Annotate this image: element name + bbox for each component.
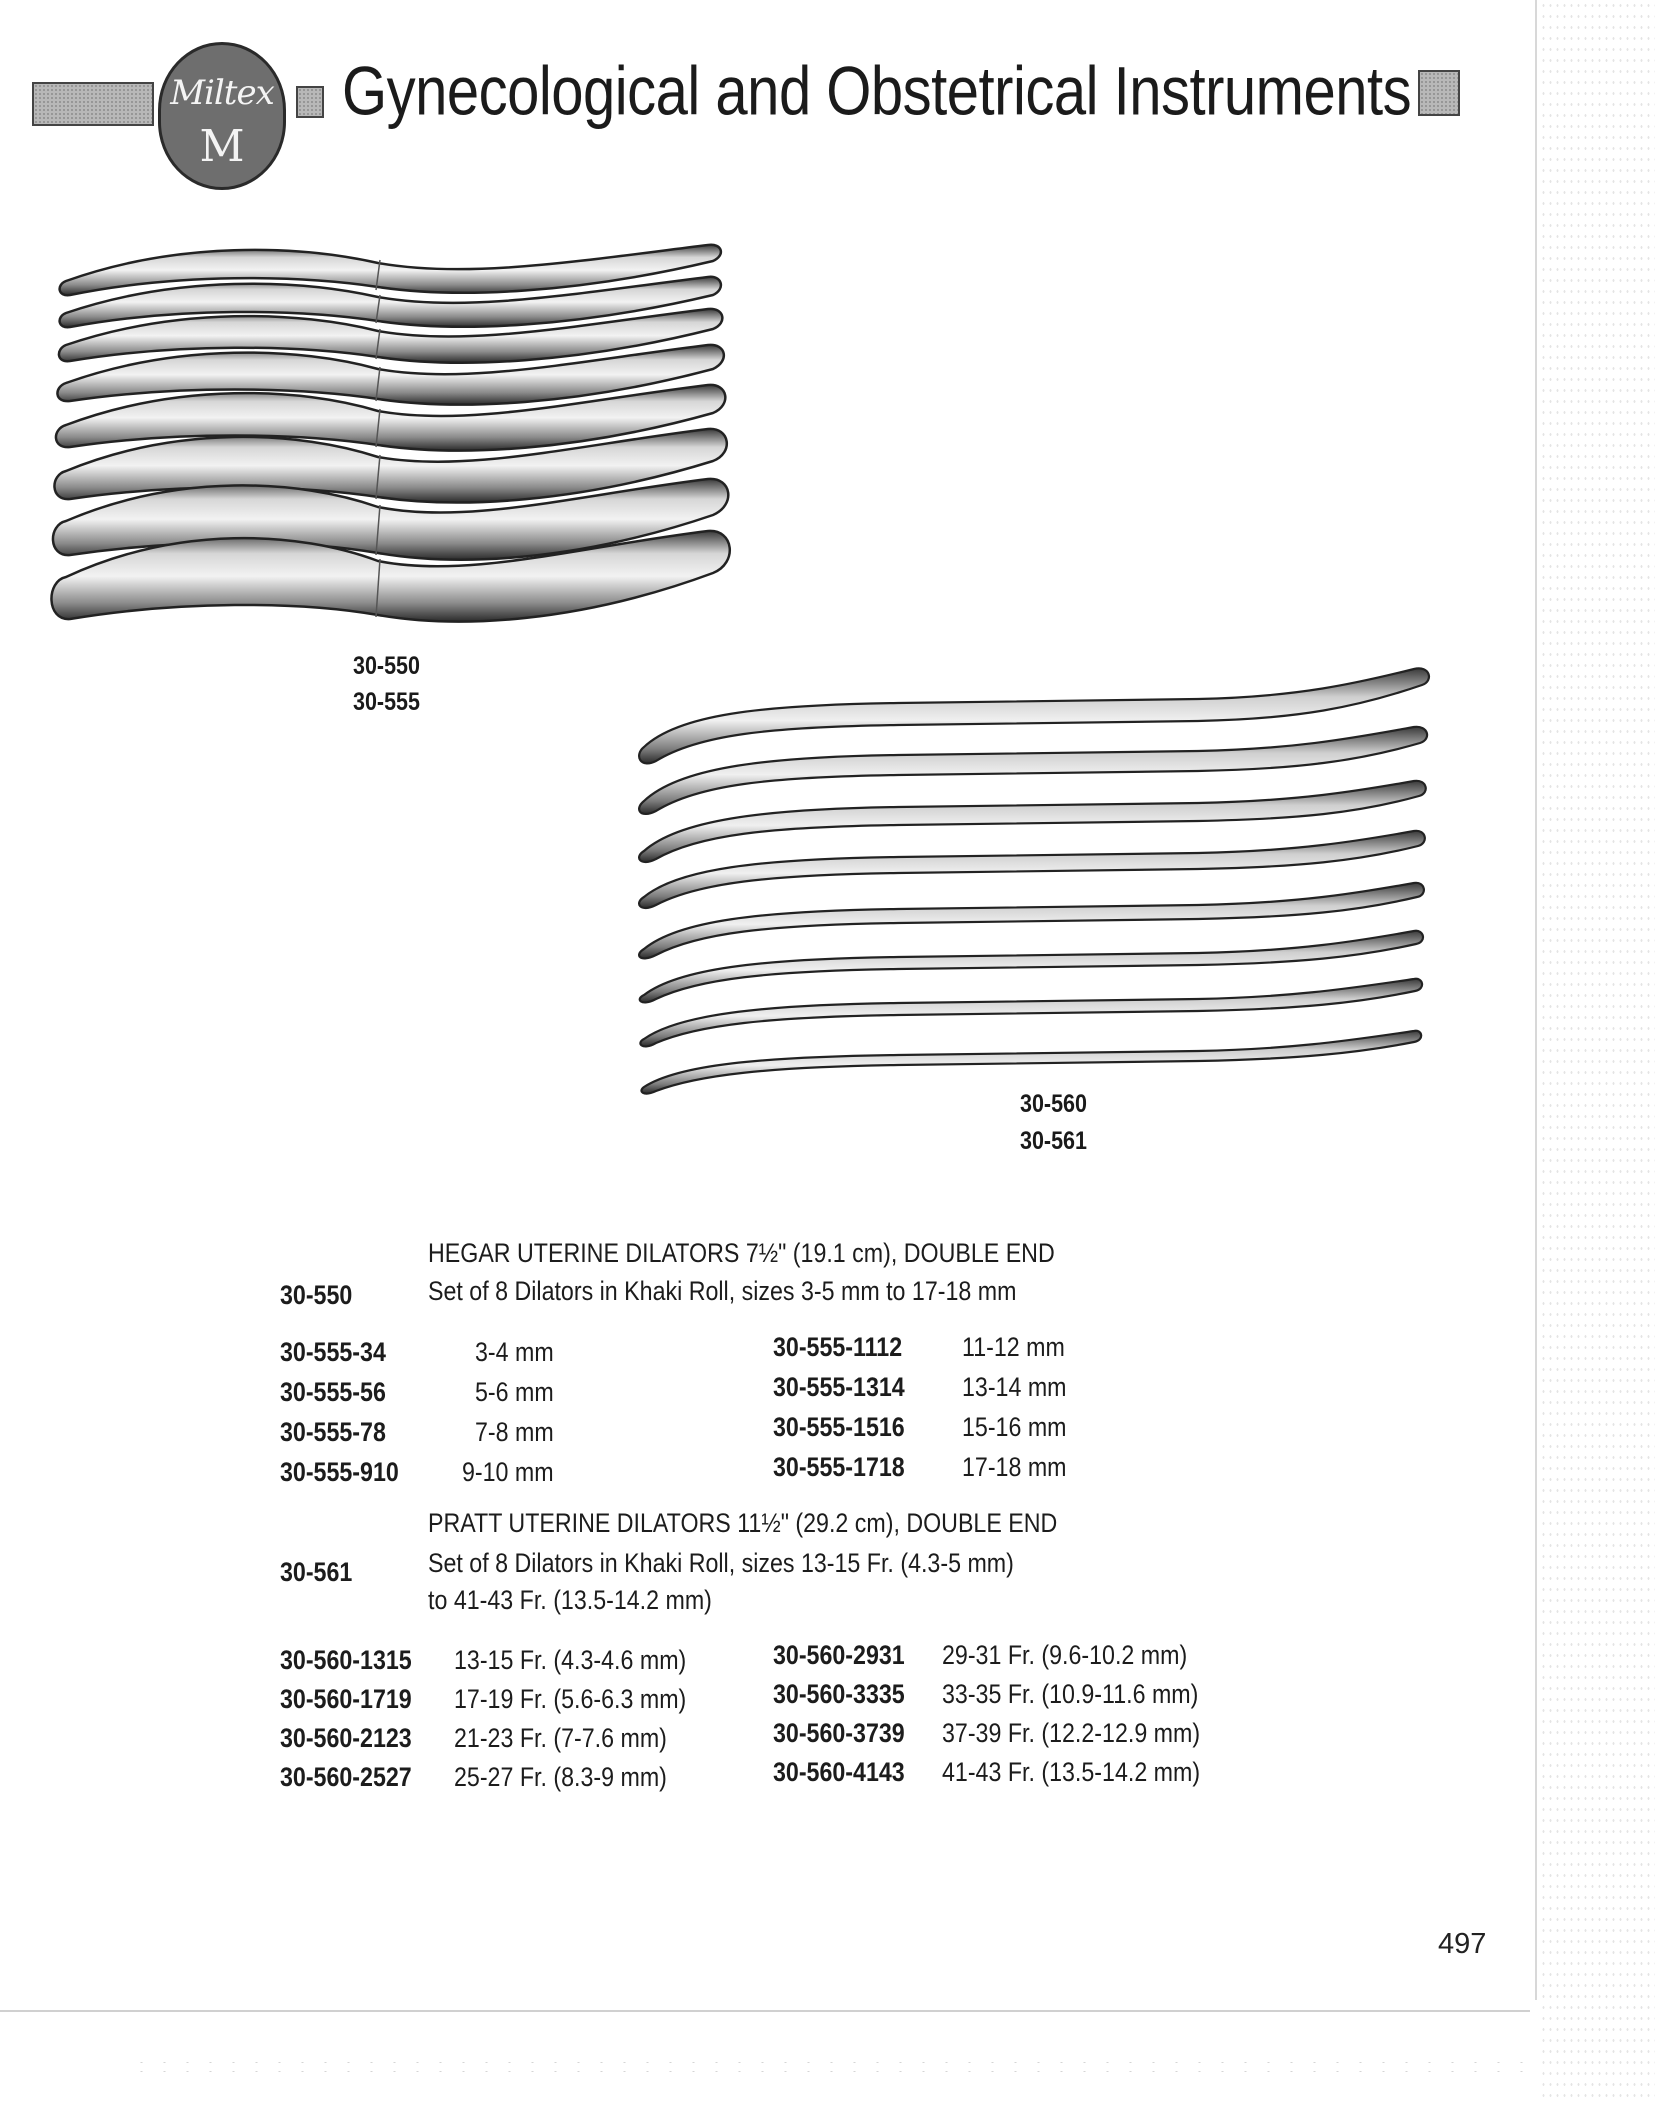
- bottom-edge: [0, 2010, 1530, 2012]
- hegar-item-size: 11-12 mm: [962, 1332, 1065, 1362]
- header-bar-left: [32, 82, 154, 126]
- logo-script-text: Miltex: [170, 73, 274, 113]
- hegar-item-size: 5-6 mm: [475, 1377, 554, 1407]
- hegar-dilators-image: [58, 235, 718, 630]
- logo-letter: M: [199, 121, 245, 172]
- pratt-item-size: 21-23 Fr. (7-7.6 mm): [454, 1723, 667, 1753]
- hegar-item-code: 30-555-1718: [773, 1452, 905, 1482]
- pratt-item-code: 30-560-2931: [773, 1640, 905, 1670]
- pratt-set-desc-line1: Set of 8 Dilators in Khaki Roll, sizes 13-15 Fr. (4.3-5 mm): [428, 1548, 1014, 1578]
- pratt-item-code: 30-560-1315: [280, 1645, 412, 1675]
- hegar-item-code: 30-555-1516: [773, 1412, 905, 1442]
- hegar-heading: HEGAR UTERINE DILATORS 7½" (19.1 cm), DOUBLE END: [428, 1238, 1055, 1268]
- hegar-item-size: 17-18 mm: [962, 1452, 1067, 1482]
- hegar-item-size: 3-4 mm: [475, 1337, 554, 1367]
- pratt-heading: PRATT UTERINE DILATORS 11½" (29.2 cm), DOUBLE END: [428, 1508, 1058, 1538]
- hegar-item-size: 13-14 mm: [962, 1372, 1067, 1402]
- pratt-caption-2: 30-561: [1020, 1127, 1087, 1155]
- hegar-item-code: 30-555-56: [280, 1377, 386, 1407]
- hegar-item-code: 30-555-34: [280, 1337, 386, 1367]
- hegar-caption-2: 30-555: [353, 688, 420, 716]
- pratt-set-desc-line2: to 41-43 Fr. (13.5-14.2 mm): [428, 1585, 712, 1615]
- pratt-item-code: 30-560-3335: [773, 1679, 905, 1709]
- pratt-item-code: 30-560-2527: [280, 1762, 412, 1792]
- pratt-item-code: 30-560-3739: [773, 1718, 905, 1748]
- pratt-item-size: 37-39 Fr. (12.2-12.9 mm): [942, 1718, 1201, 1748]
- hegar-item-code: 30-555-78: [280, 1417, 386, 1447]
- pratt-item-code: 30-560-2123: [280, 1723, 412, 1753]
- scan-speckle: [1540, 0, 1655, 2105]
- pratt-item-code: 30-560-4143: [773, 1757, 905, 1787]
- bottom-speckle: [130, 2058, 1530, 2076]
- pratt-item-size: 29-31 Fr. (9.6-10.2 mm): [942, 1640, 1188, 1670]
- hegar-item-code: 30-555-910: [280, 1457, 399, 1487]
- pratt-item-size: 17-19 Fr. (5.6-6.3 mm): [454, 1684, 687, 1714]
- margin-edge: [1535, 0, 1537, 2000]
- pratt-item-size: 41-43 Fr. (13.5-14.2 mm): [942, 1757, 1201, 1787]
- hegar-item-size: 15-16 mm: [962, 1412, 1067, 1442]
- pratt-item-code: 30-560-1719: [280, 1684, 412, 1714]
- pratt-set-code: 30-561: [280, 1557, 353, 1587]
- header-square-left: [296, 86, 324, 118]
- pratt-item-size: 13-15 Fr. (4.3-4.6 mm): [454, 1645, 687, 1675]
- hegar-caption-1: 30-550: [353, 652, 420, 680]
- pratt-caption-1: 30-560: [1020, 1090, 1087, 1118]
- pratt-dilators-image: [638, 665, 1438, 1095]
- header-square-right: [1418, 70, 1460, 116]
- hegar-item-code: 30-555-1112: [773, 1332, 903, 1362]
- hegar-item-size: 7-8 mm: [475, 1417, 554, 1447]
- hegar-item-code: 30-555-1314: [773, 1372, 905, 1402]
- hegar-set-desc: Set of 8 Dilators in Khaki Roll, sizes 3-5 mm to 17-18 mm: [428, 1276, 1017, 1306]
- hegar-item-size: 9-10 mm: [462, 1457, 554, 1487]
- pratt-item-size: 33-35 Fr. (10.9-11.6 mm): [942, 1679, 1199, 1709]
- miltex-logo: [158, 42, 286, 190]
- page-number: 497: [1438, 1928, 1487, 1960]
- pratt-item-size: 25-27 Fr. (8.3-9 mm): [454, 1762, 667, 1792]
- hegar-set-code: 30-550: [280, 1280, 353, 1310]
- page-title: Gynecological and Obstetrical Instruments: [342, 53, 1412, 130]
